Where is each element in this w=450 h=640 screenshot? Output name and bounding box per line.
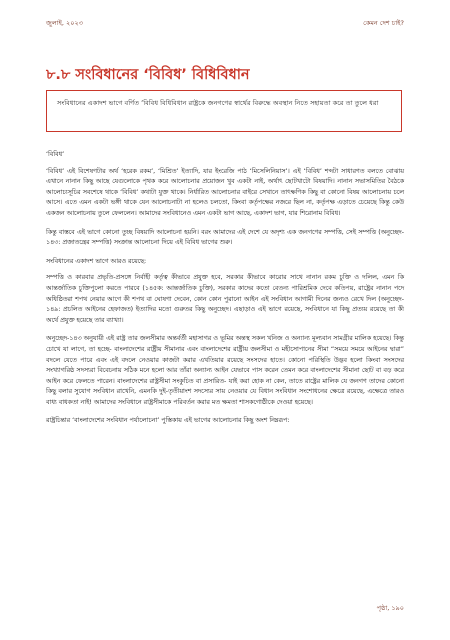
summary-box (46, 90, 402, 132)
paragraph: অনুচ্ছেদ-১৪৩ অনুযায়ী এই রাষ্ট্র তার জলসীমার অন্তর্বর্তী মহাসাগর ও ভূমির অন্তস্থ সকল খনিজ ও অন্যান্য মূল্যবান সামগ্রীর মালিক হয়েছে। কিন্তু চোখে যা লাগে, তা হচ্ছে- বাংলাদেশের রাষ্ট্রীয় সীমানার এবং বাংলাদেশের রাষ্ট্রীয় জলসীমা ও মহীসোপানের সীমা “সময়ে সময়ে আইনের দ্বারা” বদলে যেতে পারে এবং এই বদলে নেওয়ার কাজটা করার এখতিয়ার রয়েছে সংসদের হাতে। কোনো পরিস্থিতি উদ্ভব হলো কিংবা সংসদের সংখ্যাগরিষ্ঠ সদস্যরা বিবেচনায় সঠিক মনে হলো আর তাঁরা অন্যান্য আইন যেভাবে পাস করেন তেমন করে বাংলাদেশের সীমানা ছোট বা বড় করে আইন করে ফেলতে পারেন। বাংলাদেশের রাষ্ট্রসীমা সংকুচিত বা প্রসারিত- যাই করা হোক না কেন, তাতে রাষ্ট্রের মালিক যে জনগণ তাদের কোনো কিছু বলার সুযোগ সংবিধান রাখেনি, এমনকি দুই-তৃতীয়াংশ সদস্যের সায় নেওয়ার যে বিধান সংবিধান সংশোধনের ক্ষেত্রে রয়েছে, এক্ষেত্রে তারও বাধ্য বাধকতা নাই! আমাদের সংবিধানে রাষ্ট্রসীমাকে পরিবর্তন করার মত ক্ষমতা শাসকগোষ্ঠীকে দেওয়া হয়েছে। (46, 335, 404, 406)
paragraph: সম্পত্তি ও কারবার প্রভৃতি-প্রসঙ্গে নির্বাহী কর্তৃত্ব কীভাবে প্রযুক্ত হবে, সরকার কীভাবে কারোর সাথে নানান রকম চুক্তি ও দলিল, এমন কি আন্তর্জাতিক চুক্তিপুলো করতে পারবে (১৪৫ক: আন্তর্জাতিক চুক্তি), সরকার কাদের কতো বেতন্য পারিশ্রমিক দেবে কতিপয়, রাষ্ট্রের নানান পদে অধিষ্ঠিতরা শপথ নেয়ার আগে কী শপথ বা ঘোষণা দেবেন, কোন কোন পুরানো আইন এই সংবিধান আগামী দিনের জন্যও রেখে দিল (অনুচ্ছেদ- ১৪৯: প্রচলিত আইনের হেফাজত) ইত্যাদির মতো গুরুতর কিছু অনুচ্ছেদ। এছাড়াও এই ভাগে রয়েছে, সংবিধানে যা কিছু প্রত্যয় রয়েছে তা কী অর্থে প্রযুক্ত হয়েছে তার ব্যাখ্যা। (46, 274, 404, 324)
page-number: পৃষ্ঠা, ১৯০ (376, 604, 404, 612)
paragraph: সংবিধানের একাদশ ভাগে আরও রয়েছে: (46, 257, 147, 265)
summary-text: সংবিধানের একাদশ ভাগে বর্ণিত ‘বিবিধ বিধিবিধান রাষ্ট্রকে জনগণের স্বার্থের বিরুদ্ধে অবস্থান নিতে সহায়তা করে তা তুলে ধরা (57, 99, 379, 107)
paragraph: ‘বিবিধ’ এই বিশেষণটার অর্থ ‘হরেক রকম’, ‘মিশ্রিত’ ইত্যাদি, যার ইংরেজি পাঠ ‘মিসেলিনিয়াস’। এই ‘বিবিধ’ শব্দটা সাধারণত বলতে বোঝায় এখানে নানান কিছু আছে যেগুলোকে পৃথক করে আলোচনার প্রয়োজন খুব একটা নাই, অর্থাৎ ছোটখাটো বিষয়াদি। নানান সভাসমিতির বৈঠকে আলোচ্যসূচির সবশেষে থাকে ‘বিবিধ’ কথাটা যুক্ত থাকে। নির্ধারিত আলোচনার বাইরে সেখানে তাৎক্ষণিক কিছু বা কোনো বিষয় আলোচনায় চলে আসে। এতে এমন একটা ভঙ্গী থাকে যেন আলোচনাটা না হলেও চলতো, কিংবা কর্তৃপক্ষের নজরে ছিল না, কর্তৃপক্ষ এড়াতে চেয়েছে কিন্তু কেউ একজন আলোচনায় তুলে ফেললেন। আমাদের সংবিধানেও এমন একটা ভাগ আছে, একাদশ ভাগ, যার শিরোনাম বিবিধ। (46, 167, 404, 217)
paragraph: রাষ্ট্রচিন্তার ‘বাংলাদেশের সংবিধান পর্যালোচনা’ পুস্তিকায় এই ভাগের আলোচনার কিছু অংশ নিম্নরূপ: (46, 417, 290, 425)
header-book-title: কেমন দেশ চাই? (363, 19, 404, 27)
paragraph-heading: ‘বিবিধ’ (46, 151, 65, 158)
running-header (46, 18, 404, 30)
body-text (46, 150, 404, 435)
header-date: জুলাই, ২০২৩ (46, 19, 83, 27)
paragraph: কিন্তু বাস্তবে এই ভাগে কোনো তুচ্ছ বিষয়াদি আলোচনা হয়নি। বরং আমাদের এই দেশে যে অদৃশ্য এক জনগণের সম্পত্তি, সেই সম্পত্তি (অনুচ্ছেদ- ১৪৩: প্রজাতন্ত্রের সম্পত্তি) সংক্রান্ত আলোচনা দিয়ে এই বিবিধ ভাগের শুরু। (46, 228, 404, 247)
section-title: ৮.৮ সংবিধানের ‘বিবিধ’ বিধিবিধান (46, 67, 250, 83)
